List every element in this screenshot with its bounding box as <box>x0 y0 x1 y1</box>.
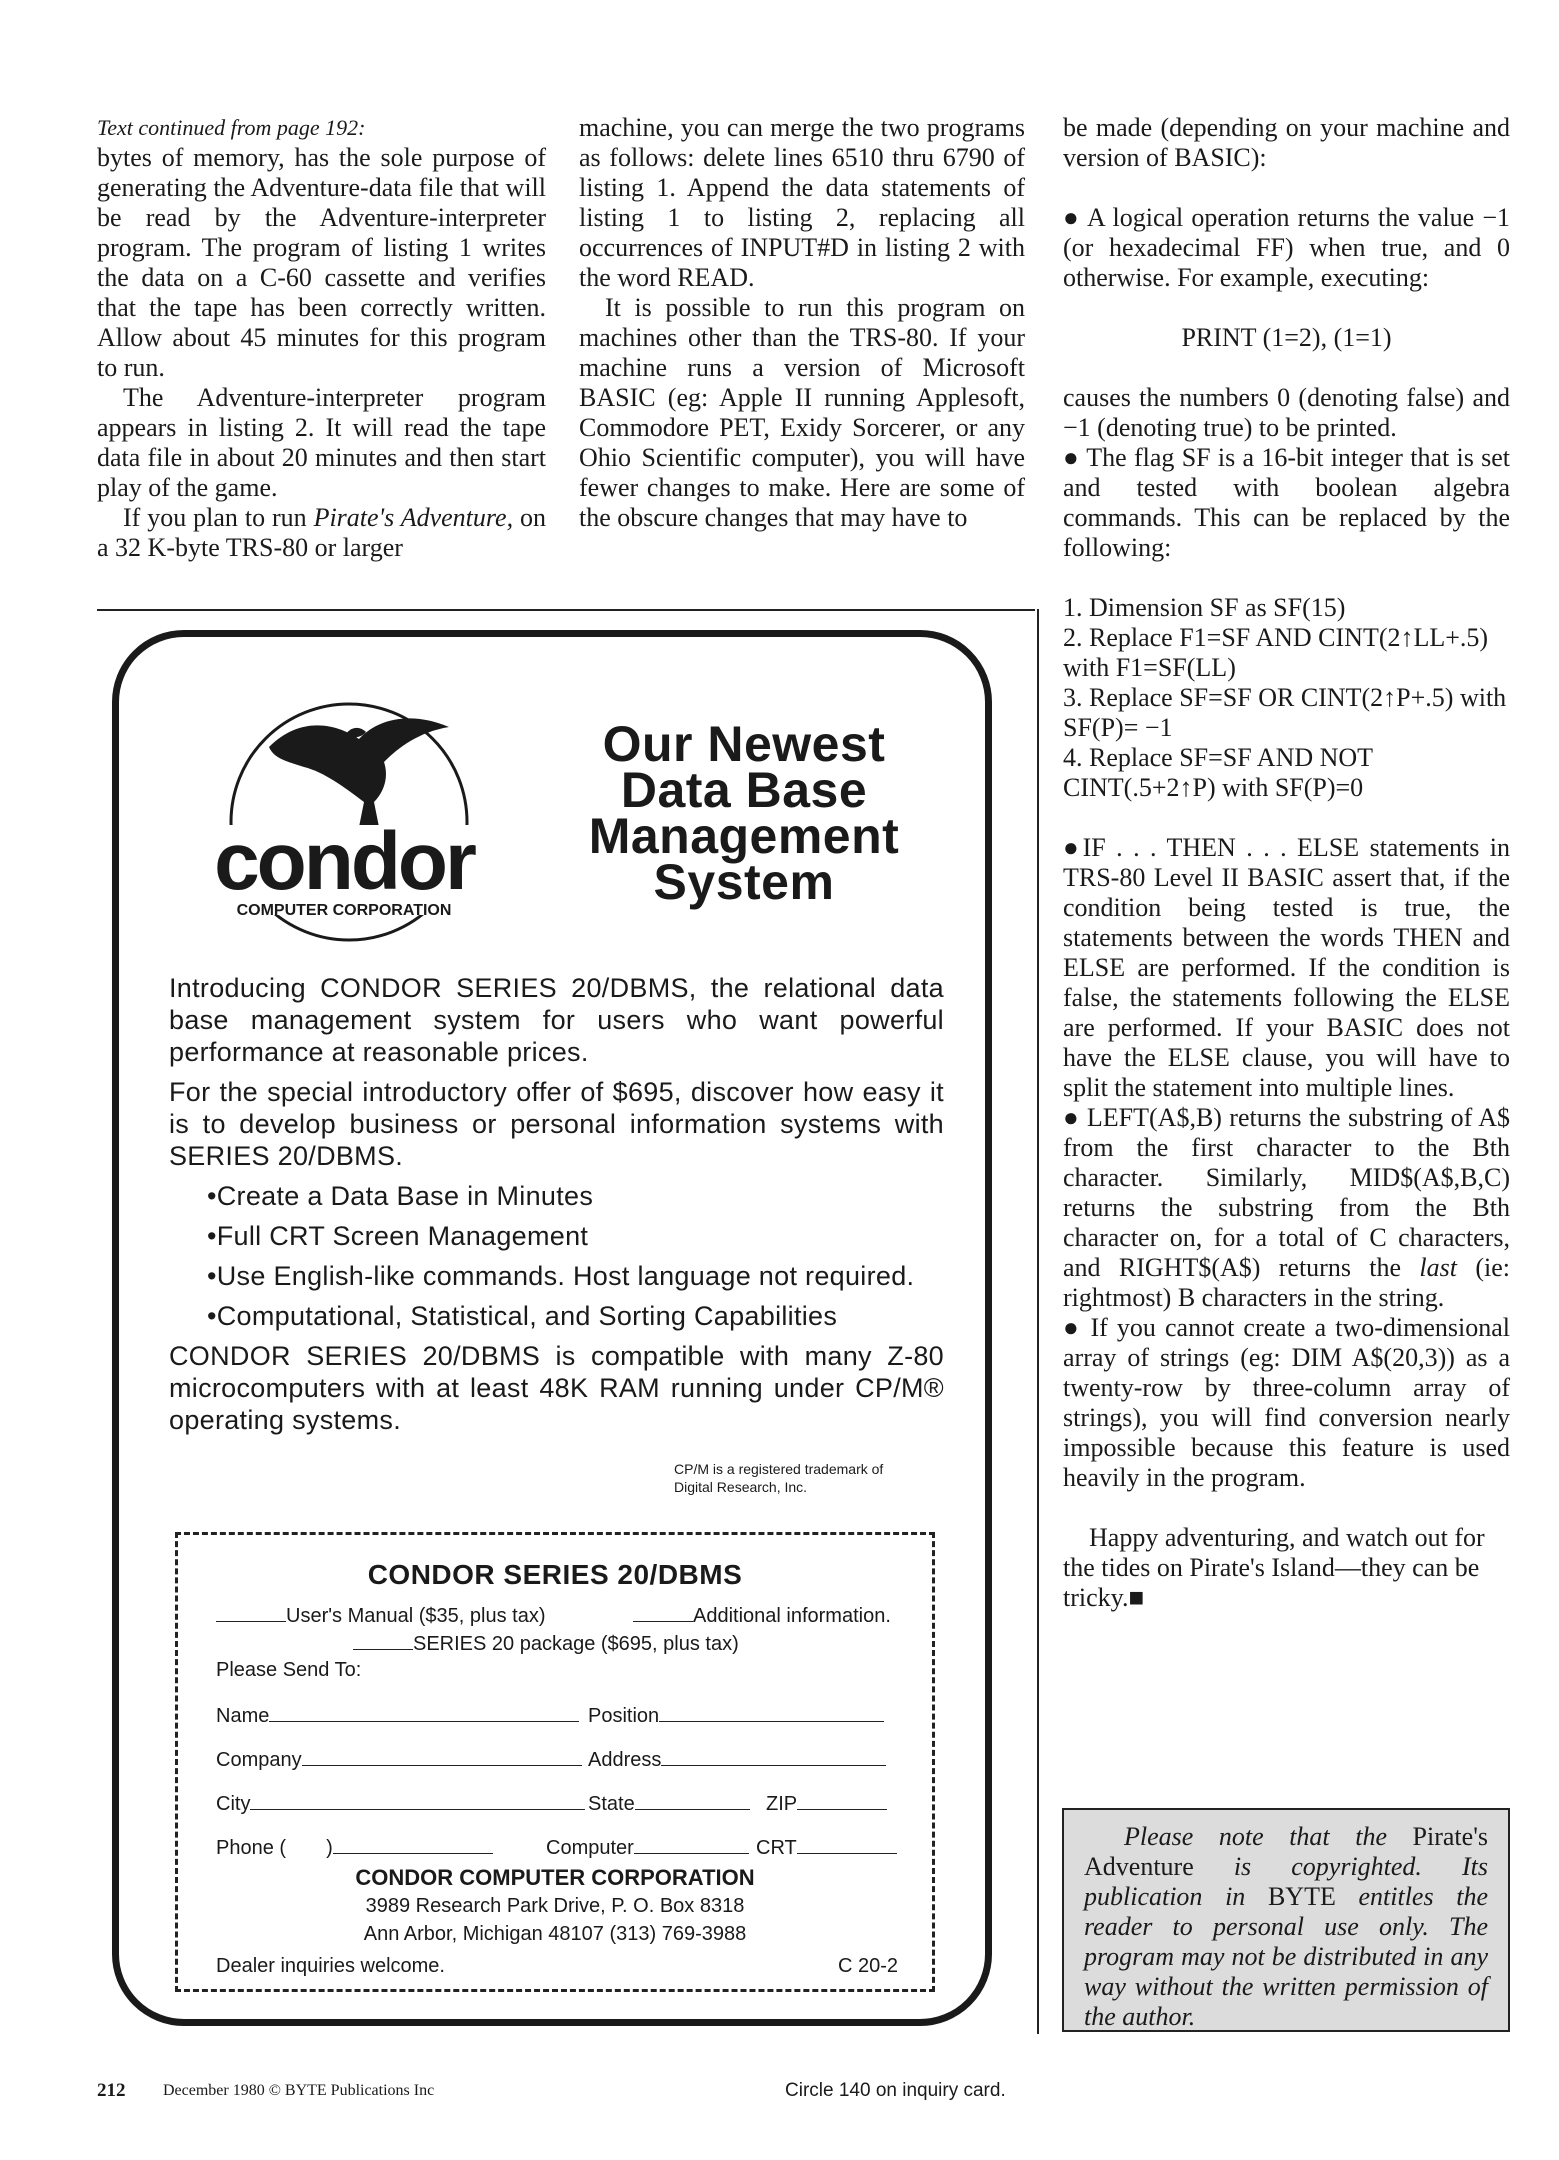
copyright-note-text: Please note that the Pirate's Adventure is copyrighted. Its publication in BYTE entitles the reader to personal use only. The program may not be distributed in any way without the written permission of the author. <box>1084 1822 1488 2031</box>
additional-info-option[interactable]: Additional information. <box>633 1603 891 1628</box>
col1-paragraph-2: The Adventure-interpreter program appears in listing 2. It will read the tape data file in about 20 minutes and then start play of the game. <box>97 383 546 502</box>
manual-option[interactable]: User's Manual ($35, plus tax) <box>216 1603 545 1628</box>
address-field[interactable]: Address <box>588 1747 886 1772</box>
col3-paragraph-6: ● LEFT(A$,B) returns the substring of A$ from the first character to the Bth character. Similarly, MID$(A$,B,C) returns the substring from the Bth character on, for a total of C characters, and RIGHT$(A$) returns the last (ie: rightmost) B characters in the string. <box>1063 1103 1510 1312</box>
position-field[interactable]: Position <box>588 1703 884 1728</box>
computer-field[interactable]: Computer <box>546 1835 749 1860</box>
phone-field[interactable]: Phone ( ) <box>216 1835 493 1860</box>
publication-line: December 1980 © BYTE Publications Inc <box>163 2082 435 2099</box>
page-number: 212 <box>97 2080 126 2101</box>
coupon-title: CONDOR SERIES 20/DBMS <box>367 1559 743 1590</box>
col3-paragraph-5: ●IF . . . THEN . . . ELSE statements in TRS-80 Level II BASIC assert that, if the condition being tested is true, the statements between the words THEN and ELSE are performed. If the condition is false, the statements following the ELSE are performed. If your BASIC does not have the ELSE clause, you will have to split the statement into multiple lines. <box>1063 833 1510 1102</box>
col1-paragraph-1: bytes of memory, has the sole purpose of generating the Adventure-data file that will be read by the Adventure-interpreter program. The program of listing 1 writes the data on a C-60 cassette and verifies that the tape has been correctly written. Allow about 45 minutes for this program to run. <box>97 143 546 382</box>
col3-paragraph-1: be made (depending on your machine and version of BASIC): <box>1063 113 1510 172</box>
end-mark-icon: ■ <box>1128 1583 1145 1612</box>
trademark-notice: CP/M is a registered trademark of Digital Research, Inc. <box>674 1461 884 1495</box>
replace-list-item: 3. Replace SF=SF OR CINT(2↑P+.5) with SF(P)= −1 <box>1063 683 1507 742</box>
condor-advertisement <box>112 630 992 2026</box>
condor-bird-icon <box>269 718 449 827</box>
company-field[interactable]: Company <box>216 1747 582 1772</box>
continued-label: Text continued from page 192: <box>97 115 366 140</box>
coupon-code: C 20-2 <box>838 1955 899 1977</box>
col3-paragraph-8: Happy adventuring, and watch out for the tides on Pirate's Island—they can be tricky.■ <box>1063 1523 1485 1612</box>
feature-item: •Full CRT Screen Management <box>207 1221 589 1251</box>
replace-list-item: 4. Replace SF=SF AND NOT CINT(.5+2↑P) with SF(P)=0 <box>1063 743 1373 802</box>
code-example: PRINT (1=2), (1=1) <box>1181 323 1392 352</box>
ad-offer: For the special introductory offer of $695, discover how easy it is to develop business or personal information systems with SERIES 20/DBMS. <box>169 1077 944 1171</box>
col3-paragraph-7: ● If you cannot create a two-dimensional array of strings (eg: DIM A$(20,3)) as a twenty-row by three-column array of strings), you will find conversion nearly impossible because this feature is used heavily in the program. <box>1063 1313 1510 1492</box>
replace-list-item: 2. Replace F1=SF AND CINT(2↑LL+.5) with F1=SF(LL) <box>1063 623 1489 682</box>
zip-field[interactable]: ZIP <box>766 1791 887 1816</box>
condor-logo <box>174 677 514 977</box>
col3-paragraph-4: ● The flag SF is a 16-bit integer that is set and tested with boolean algebra commands. This can be replaced by the following: <box>1063 443 1510 562</box>
crt-field[interactable]: CRT <box>756 1835 897 1860</box>
package-option[interactable]: SERIES 20 package ($695, plus tax) <box>353 1631 739 1656</box>
ad-headline: Our Newest Data Base Management System <box>588 716 900 910</box>
col1-paragraph-3: If you plan to run Pirate's Adventure, on a 32 K-byte TRS-80 or larger <box>97 503 546 562</box>
col3-paragraph-2: ● A logical operation returns the value −1 (or hexadecimal FF) when true, and 0 otherwise. For example, executing: <box>1063 203 1510 292</box>
feature-item: •Create a Data Base in Minutes <box>207 1181 594 1211</box>
inquiry-card-note: Circle 140 on inquiry card. <box>785 2080 1006 2101</box>
replace-list-item: 1. Dimension SF as SF(15) <box>1063 593 1346 622</box>
order-coupon <box>175 1532 935 1992</box>
ad-compatibility: CONDOR SERIES 20/DBMS is compatible with many Z-80 microcomputers with at least 48K RAM running under CP/M® operating systems. <box>169 1341 944 1435</box>
dealer-inquiries: Dealer inquiries welcome. <box>216 1955 445 1977</box>
ad-intro: Introducing CONDOR SERIES 20/DBMS, the relational data base management system for users who want powerful performance at reasonable prices. <box>169 973 944 1067</box>
coupon-address-line-1: 3989 Research Park Drive, P. O. Box 8318 <box>365 1895 745 1917</box>
logo-subtitle: COMPUTER CORPORATION <box>236 902 452 919</box>
feature-item: •Use English-like commands. Host language not required. <box>207 1261 915 1291</box>
state-field[interactable]: State <box>588 1791 750 1816</box>
ad-feature-list <box>169 1180 944 1332</box>
vertical-rule <box>1037 609 1039 2034</box>
send-to-label: Please Send To: <box>216 1659 362 1681</box>
feature-item: •Computational, Statistical, and Sorting Capabilities <box>207 1301 838 1331</box>
col2-paragraph-2: It is possible to run this program on machines other than the TRS-80. If your machine runs a version of Microsoft BASIC (eg: Apple II running Applesoft, Commodore PET, Exidy Sorcerer, or any Ohio Scientific computer), you will have fewer changes to make. Here are some of the obscure changes that may have to <box>579 293 1025 532</box>
col2-paragraph-1: machine, you can merge the two programs as follows: delete lines 6510 thru 6790 of listing 1. Append the data statements of listing 1 to listing 2, replacing all occurrences of INPUT#D in listing 2 with the word READ. <box>579 113 1025 292</box>
article-column-2 <box>579 113 1025 533</box>
col3-paragraph-3: causes the numbers 0 (denoting false) and −1 (denoting true) to be printed. <box>1063 383 1510 442</box>
name-field[interactable]: Name <box>216 1703 579 1728</box>
city-field[interactable]: City <box>216 1791 585 1816</box>
logo-wordmark: condor <box>214 816 474 907</box>
horizontal-rule <box>97 609 1035 611</box>
coupon-company-name: CONDOR COMPUTER CORPORATION <box>355 1865 755 1890</box>
copyright-note-box <box>1062 1808 1510 2032</box>
article-column-1 <box>97 113 546 563</box>
ad-body <box>169 972 944 1444</box>
article-column-3 <box>1063 113 1510 1613</box>
coupon-address-line-2: Ann Arbor, Michigan 48107 (313) 769-3988 <box>363 1923 747 1945</box>
